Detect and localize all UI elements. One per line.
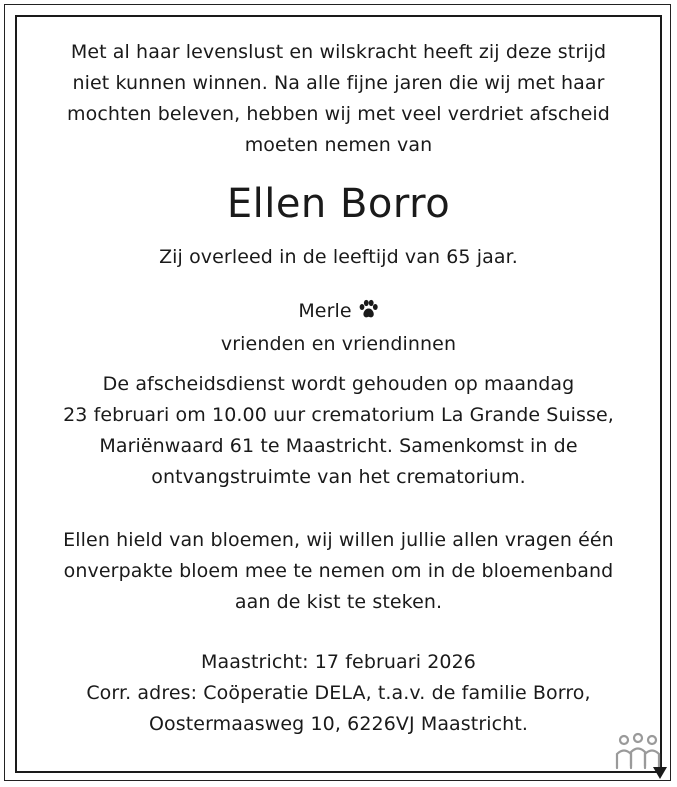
triangle-down-icon[interactable] [652, 766, 668, 780]
service-line: ontvangstruimte van het crematorium. [151, 466, 526, 488]
deceased-name: Ellen Borro [226, 181, 451, 227]
service-line: De afscheidsdienst wordt gehouden op maandag [102, 373, 575, 395]
service-paragraph [17, 369, 660, 493]
mourner-line [17, 296, 660, 329]
date-line: Maastricht: 17 februari 2026 [201, 651, 476, 673]
obituary-notice [17, 17, 660, 740]
intro-line: niet kunnen winnen. Na alle fijne jaren die wij met haar [72, 72, 605, 94]
intro-line: moeten nemen van [244, 134, 433, 156]
intro-paragraph [17, 37, 660, 161]
paw-print-icon [358, 299, 379, 329]
service-line: 23 februari om 10.00 uur crematorium La Grande Suisse, [63, 404, 614, 426]
closing-paragraph [17, 647, 660, 740]
age-line: Zij overleed in de leeftijd van 65 jaar. [159, 246, 518, 268]
flowers-line: aan de kist te steken. [234, 591, 443, 613]
friends-line: vrienden en vriendinnen [220, 333, 457, 355]
mourner-name: Merle [298, 300, 352, 322]
intro-line: Met al haar levenslust en wilskracht heeft zij deze strijd [70, 41, 607, 63]
logo-area [612, 730, 664, 780]
service-line: Mariënwaard 61 te Maastricht. Samenkomst in de [99, 435, 578, 457]
address-line: Corr. adres: Coöperatie DELA, t.a.v. de familie Borro, [86, 682, 591, 704]
age-paragraph [17, 242, 660, 273]
mourners-block [17, 296, 660, 359]
intro-line: mochten beleven, hebben wij met veel verdriet afscheid [67, 103, 610, 125]
flowers-paragraph [17, 525, 660, 618]
flowers-line: Ellen hield van bloemen, wij willen jullie allen vragen één [63, 529, 614, 551]
flowers-line: onverpakte bloem mee te nemen om in de bloemenband [63, 560, 614, 582]
address-line: Oostermaasweg 10, 6226VJ Maastricht. [148, 713, 529, 735]
